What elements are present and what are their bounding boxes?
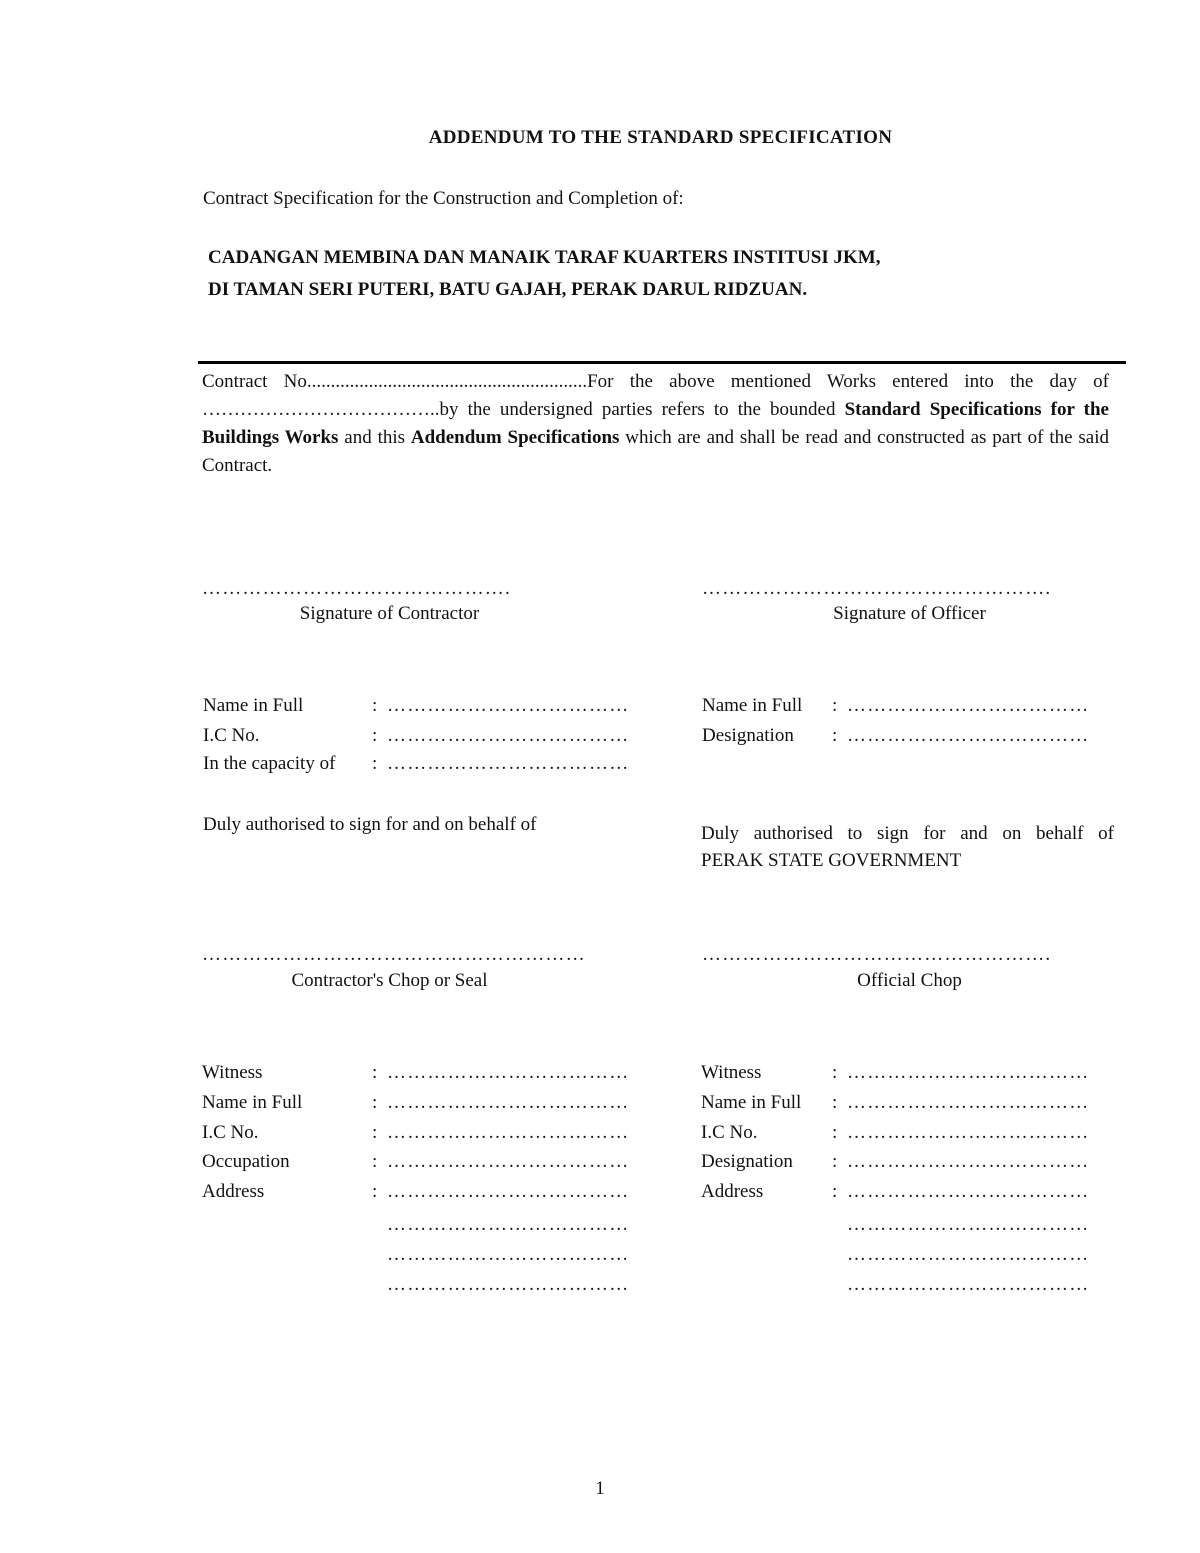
witness-label: Address: [202, 1181, 265, 1202]
witness-label: Witness: [202, 1062, 263, 1083]
horizontal-divider: [198, 361, 1126, 364]
field-separator: :: [832, 725, 838, 746]
field-label: In the capacity of: [203, 753, 336, 774]
project-title-line-1: CADANGAN MEMBINA DAN MANAIK TARAF KUARTERS INSTITUSI JKM,: [208, 247, 881, 268]
address-blank-line: ………………………………: [387, 1274, 630, 1295]
field-value-blank: ………………………………: [387, 1151, 630, 1172]
page-number: 1: [595, 1478, 605, 1499]
address-blank-line: ………………………………: [847, 1214, 1090, 1235]
paragraph-text: Contract No...........................................................For the above mentioned Works entered into the day of ………………………………..by the undersigned parties refers to the bounded: [202, 371, 1109, 420]
intro-text: Contract Specification for the Construction and Completion of:: [203, 188, 684, 209]
field-separator: :: [372, 753, 378, 774]
field-label: Designation: [702, 725, 794, 746]
field-value-blank: ………………………………: [847, 1151, 1090, 1172]
address-blank-line: ………………………………: [387, 1214, 630, 1235]
field-value-blank: ………………………………: [387, 1122, 630, 1143]
address-blank-line: ………………………………: [387, 1244, 630, 1265]
field-separator: :: [372, 695, 378, 716]
field-separator: :: [372, 725, 378, 746]
contractor-chop-label: Contractor's Chop or Seal: [291, 970, 488, 991]
field-separator: :: [372, 1151, 378, 1172]
field-separator: :: [832, 1181, 838, 1202]
field-separator: :: [832, 1092, 838, 1113]
contractor-authorised-text: Duly authorised to sign for and on behalf of: [203, 814, 537, 835]
field-value-blank: ………………………………: [847, 1181, 1090, 1202]
paragraph-bold-text: Addendum Specifications: [410, 427, 620, 448]
address-blank-line: ………………………………: [847, 1274, 1090, 1295]
field-value-blank: ………………………………: [387, 725, 630, 746]
paragraph-text: and this: [338, 427, 411, 448]
field-value-blank: ………………………………: [387, 753, 630, 774]
officer-signature-line: …………………………………………….: [702, 578, 1052, 599]
contractor-chop-line: …………………………………………………: [202, 944, 586, 965]
official-chop-line: …………………………………………….: [702, 944, 1052, 965]
field-value-blank: ………………………………: [847, 695, 1090, 716]
field-separator: :: [372, 1092, 378, 1113]
field-value-blank: ………………………………: [387, 1092, 630, 1113]
witness-label: Name in Full: [701, 1092, 802, 1113]
official-chop-label: Official Chop: [857, 970, 962, 991]
witness-label: Name in Full: [202, 1092, 303, 1113]
field-value-blank: ………………………………: [847, 725, 1090, 746]
witness-label: Occupation: [202, 1151, 290, 1172]
field-label: Name in Full: [203, 695, 304, 716]
witness-label: I.C No.: [202, 1122, 259, 1143]
field-value-blank: ………………………………: [387, 695, 630, 716]
project-title-line-2: DI TAMAN SERI PUTERI, BATU GAJAH, PERAK DARUL RIDZUAN.: [208, 279, 808, 300]
field-separator: :: [372, 1062, 378, 1083]
paragraph-bold-text: Standard Specifications for the Buildings Works: [202, 399, 1109, 448]
officer-signature-label: Signature of Officer: [833, 603, 986, 624]
field-separator: :: [372, 1181, 378, 1202]
field-label: Name in Full: [702, 695, 803, 716]
field-separator: :: [832, 1122, 838, 1143]
field-value-blank: ………………………………: [847, 1062, 1090, 1083]
document-title: ADDENDUM TO THE STANDARD SPECIFICATION: [428, 127, 893, 148]
field-separator: :: [832, 695, 838, 716]
witness-label: I.C No.: [701, 1122, 758, 1143]
field-value-blank: ………………………………: [387, 1062, 630, 1083]
field-separator: :: [832, 1151, 838, 1172]
contractor-signature-label: Signature of Contractor: [299, 603, 480, 624]
paragraph-text: which are and shall be read and constructed as part of the said Contract.: [202, 427, 1109, 476]
field-separator: :: [372, 1122, 378, 1143]
witness-label: Designation: [701, 1151, 793, 1172]
witness-label: Address: [701, 1181, 764, 1202]
field-label: I.C No.: [203, 725, 260, 746]
field-value-blank: ………………………………: [387, 1181, 630, 1202]
field-value-blank: ………………………………: [847, 1122, 1090, 1143]
officer-authorised-entity: PERAK STATE GOVERNMENT: [701, 850, 962, 871]
field-separator: :: [832, 1062, 838, 1083]
contractor-signature-line: ……………………………………….: [202, 578, 511, 599]
officer-authorised-text: Duly authorised to sign for and on behalf of: [701, 823, 1114, 844]
address-blank-line: ………………………………: [847, 1244, 1090, 1265]
field-value-blank: ………………………………: [847, 1092, 1090, 1113]
contract-paragraph: [202, 368, 1109, 480]
witness-label: Witness: [701, 1062, 762, 1083]
